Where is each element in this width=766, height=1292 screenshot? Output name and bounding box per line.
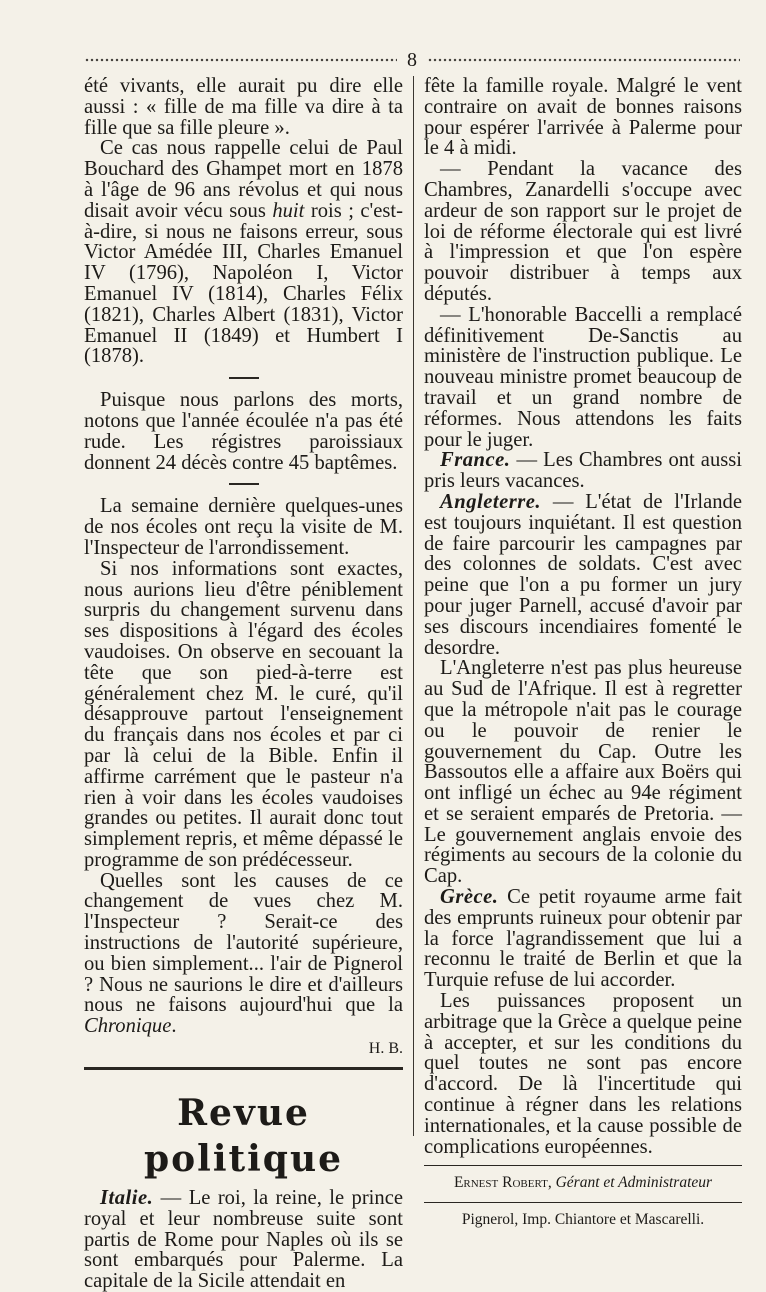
paragraph: Les puissances proposent un arbitrage que la Grèce a quelque peine à accepter, et sur les conditions du quel toutes ne sont pas encore d'accord. De là l'incertitude qui continue à régner dans les relations internationales, et la cause possible de complications européennes. [424, 990, 742, 1158]
footer-rule [424, 1165, 742, 1166]
paragraph: Quelles sont les causes de ce changement de vues chez M. l'Inspecteur ? Serait-ce des instructions de l'autorité supérieure, ou bien simplement... l'air de Pignerol ? Nous ne saurions le dire et d'ailleurs nous ne faisons aujourd'hui que la Chronique. [84, 869, 403, 1038]
header-ornament-left [84, 57, 397, 63]
paragraph: — L'honorable Baccelli a remplacé définitivement De-Sanctis au ministère de l'instruction publique. Le nouveau ministre promet beaucoup de travail et un grand nombre de réformes. Nous attendons les faits pour le juger. [424, 303, 742, 451]
paragraph: été vivants, elle aurait pu dire elle aussi : « fille de ma fille va dire à ta fille que sa fille pleure ». [84, 75, 403, 139]
paragraph: Si nos informations sont exactes, nous aurions lieu d'être péniblement surpris du changement survenu dans ses dispositions à l'égard des écoles vaudoises. On observe en secouant la tête que son pied-à-terre est généralement chez M. le curé, qu'il désapprouve partout l'enseignement du français dans nos écoles et par ci par là celui de la Bible. Enfin il affirme carrément que le pasteur n'a rien à voir dans les écoles vaudoises grandes ou petites. Il aurait donc tout simplement repris, et même dépassé le programme de son prédécesseur. [84, 557, 403, 871]
left-column [84, 76, 403, 1292]
paragraph: L'Angleterre n'est pas plus heureuse au Sud de l'Afrique. Il est à regretter que la métropole n'ait pas le courage ou le pouvoir de renier le gouvernement du Cap. Outre les Bassoutos elle a affaire aux Boërs qui ont infligé un échec au 94e régiment et se seraient emparés de Pretoria. — Le gouvernement anglais envoie des régiments au secours de la colonie du Cap. [424, 657, 742, 888]
publisher-credit: Ernest Robert, Gérant et Administrateur [453, 1174, 713, 1192]
paragraph: — Pendant la vacance des Chambres, Zanardelli s'occupe avec ardeur de son rapport sur le projet de loi de réforme électorale qui est livré à l'impression et que l'on espère pouvoir distribuer à temps aux députés. [424, 158, 742, 305]
printer-credit: Pignerol, Imp. Chiantore et Mascarelli. [461, 1211, 705, 1229]
paragraph: La semaine dernière quelques-unes de nos écoles ont reçu la visite de M. l'Inspecteur de l'arrondissement. [84, 495, 403, 559]
paragraph: Italie. — Le roi, la reine, le prince royal et leur nombreuse suite sont partis de Rome pour Naples où ils se sont embarqués pour Palerme. La capitale de la Sicile attendait en [84, 1187, 403, 1292]
footer-rule [424, 1202, 742, 1203]
section-separator [229, 377, 259, 379]
section-separator [229, 483, 259, 485]
page-header [84, 48, 740, 72]
author-signature: H. B. [368, 1040, 403, 1058]
paragraph: fête la famille royale. Malgré le vent contraire on avait de bonnes raisons pour espérer l'arrivée à Palerme pour le 4 à midi. [424, 75, 742, 160]
paragraph: Ce cas nous rappelle celui de Paul Bouchard des Ghampet mort en 1878 à l'âge de 96 ans révolus et qui nous disait avoir vécu sous huit rois ; c'est-à-dire, si nous ne faisons erreur, sous Victor Amédée III, Charles Emanuel IV (1796), Napoléon I, Victor Emanuel IV (1814), Charles Félix (1821), Charles Albert (1831), Victor Emanuel II (1849) et Humbert I (1878). [84, 137, 403, 368]
paragraph: France. — Les Chambres ont aussi pris leurs vacances. [424, 449, 742, 493]
column-divider [413, 76, 414, 1136]
page-number: 8 [407, 49, 417, 71]
paragraph: Angleterre. — L'état de l'Irlande est toujours inquiétant. Il est question de faire parcourir les campagnes par des colonnes de soldats. C'est avec peine que l'on a pu former un jury pour juger Parnell, accusé d'avoir par ses discours incendiaires fomenté le desordre. [424, 490, 742, 659]
section-rule [84, 1067, 403, 1070]
right-column [424, 76, 742, 1231]
paragraph: Puisque nous parlons des morts, notons que l'année écoulée n'a pas été rude. Les régistres paroissiaux donnent 24 décès contre 45 baptêmes. [84, 389, 403, 474]
paragraph: Grèce. Ce petit royaume arme fait des emprunts ruineux pour obtenir par la force l'agrandissement que lui a reconnu le traité de Berlin et que la Turquie refuse de lui accorder. [424, 886, 742, 992]
section-title: Revue politique [143, 1092, 344, 1181]
header-ornament-right [427, 57, 740, 63]
